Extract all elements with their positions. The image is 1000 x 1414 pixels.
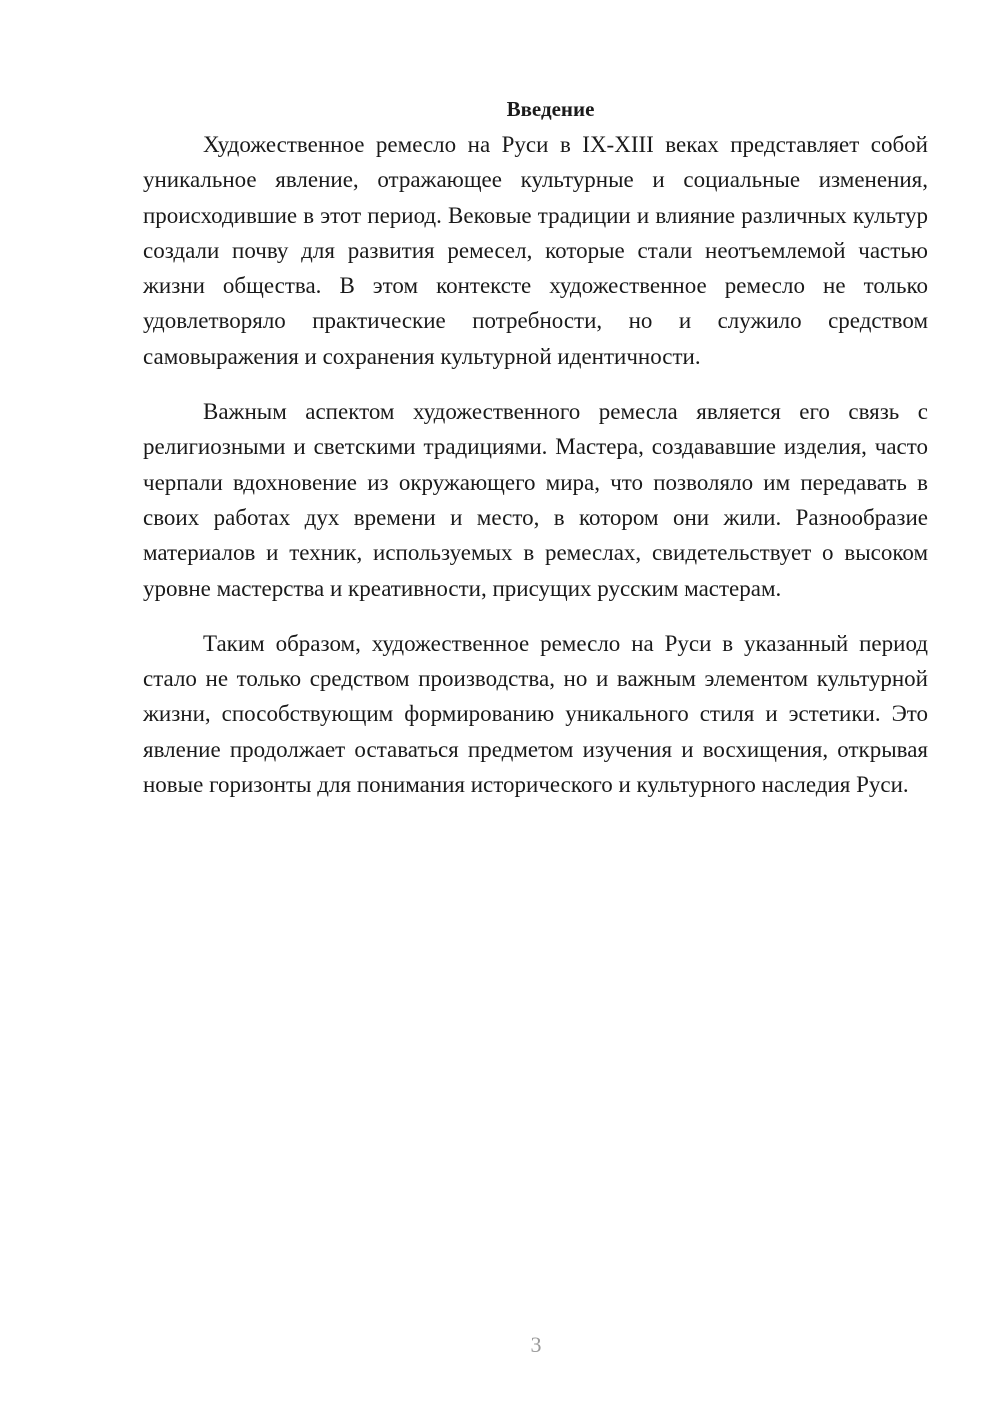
paragraph-2: Важным аспектом художественного ремесла является его связь с религиозными и светскими традициями. Мастера, создававшие изделия, часто черпали вдохновение из окружающего мира, что позволяло им передавать в своих работах дух времени и место, в котором они жили. Разнообразие материалов и техник, используемых в ремеслах, свидетельствует о высоком уровне мастерства и креативности, присущих русским мастерам. — [143, 399, 928, 601]
paragraph-1: Художественное ремесло на Руси в IX-XIII веках представляет собой уникальное явление, отражающее культурные и социальные изменения, происходившие в этот период. Вековые традиции и влияние различных культур создали почву для развития ремесел, которые стали неотъемлемой частью жизни общества. В этом контексте художественное ремесло не только удовлетворяло практические потребности, но и служило средством самовыражения и сохранения культурной идентичности. — [143, 132, 928, 369]
page-number: 3 — [530, 1332, 542, 1357]
section-title: Введение — [506, 97, 595, 121]
page-content — [143, 92, 928, 802]
paragraph-3: Таким образом, художественное ремесло на Руси в указанный период стало не только средством производства, но и важным элементом культурной жизни, способствующим формированию уникального стиля и эстетики. Это явление продолжает оставаться предметом изучения и восхищения, открывая новые горизонты для понимания исторического и культурного наследия Руси. — [143, 630, 928, 798]
